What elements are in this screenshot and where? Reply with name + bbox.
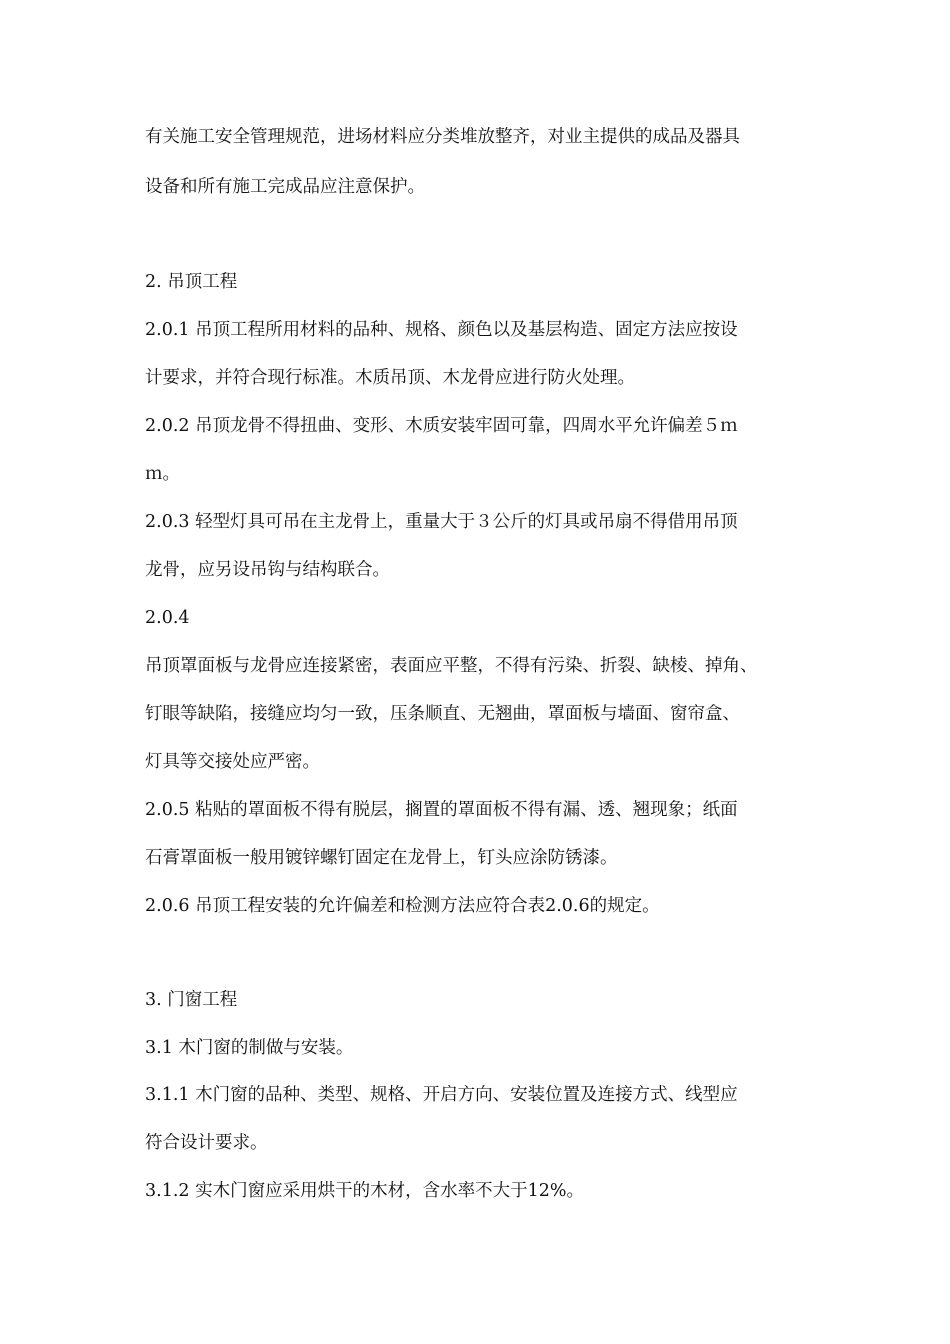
paragraph-line: 有关施工安全管理规范，进场材料应分类堆放整齐，对业主提供的成品及器具 xyxy=(145,127,740,147)
paragraph-line: 3.1.1 木门窗的品种、类型、规格、开启方向、安装位置及连接方式、线型应 xyxy=(145,1085,738,1105)
paragraph-line: 2.0.1 吊顶工程所用材料的品种、规格、颜色以及基层构造、固定方法应按设 xyxy=(145,320,738,340)
paragraph-line: 3.1 木门窗的制做与安装。 xyxy=(145,1038,354,1058)
section-heading: 3. 门窗工程 xyxy=(145,990,238,1010)
paragraph-line: 钉眼等缺陷，接缝应均匀一致，压条顺直、无翘曲，罩面板与墙面、窗帘盒、 xyxy=(145,704,740,724)
paragraph-line: ｍ。 xyxy=(145,464,180,484)
paragraph-line: 龙骨，应另设吊钩与结构联合。 xyxy=(145,560,390,580)
paragraph-line: 3.1.2 实木门窗应采用烘干的木材，含水率不大于12%。 xyxy=(145,1181,584,1201)
paragraph-line: 石膏罩面板一般用镀锌螺钉固定在龙骨上，钉头应涂防锈漆。 xyxy=(145,848,618,868)
paragraph-line: 2.0.3 轻型灯具可吊在主龙骨上，重量大于３公斤的灯具或吊扇不得借用吊顶 xyxy=(145,512,738,532)
paragraph-line: 计要求，并符合现行标准。木质吊顶、木龙骨应进行防火处理。 xyxy=(145,368,635,388)
paragraph-line: 设备和所有施工完成品应注意保护。 xyxy=(145,177,425,197)
paragraph-line: 吊顶罩面板与龙骨应连接紧密，表面应平整，不得有污染、折裂、缺棱、掉角、 xyxy=(145,656,758,676)
paragraph-line: 2.0.4 xyxy=(145,608,190,628)
paragraph-line: 2.0.6 吊顶工程安装的允许偏差和检测方法应符合表2.0.6的规定。 xyxy=(145,896,660,916)
paragraph-line: 2.0.2 吊顶龙骨不得扭曲、变形、木质安装牢固可靠，四周水平允许偏差５ｍ xyxy=(145,416,738,436)
paragraph-line: 2.0.5 粘贴的罩面板不得有脱层，搁置的罩面板不得有漏、透、翘现象；纸面 xyxy=(145,800,738,820)
paragraph-line: 符合设计要求。 xyxy=(145,1133,268,1153)
paragraph-line: 灯具等交接处应严密。 xyxy=(145,752,320,772)
section-heading: 2. 吊顶工程 xyxy=(145,272,238,292)
